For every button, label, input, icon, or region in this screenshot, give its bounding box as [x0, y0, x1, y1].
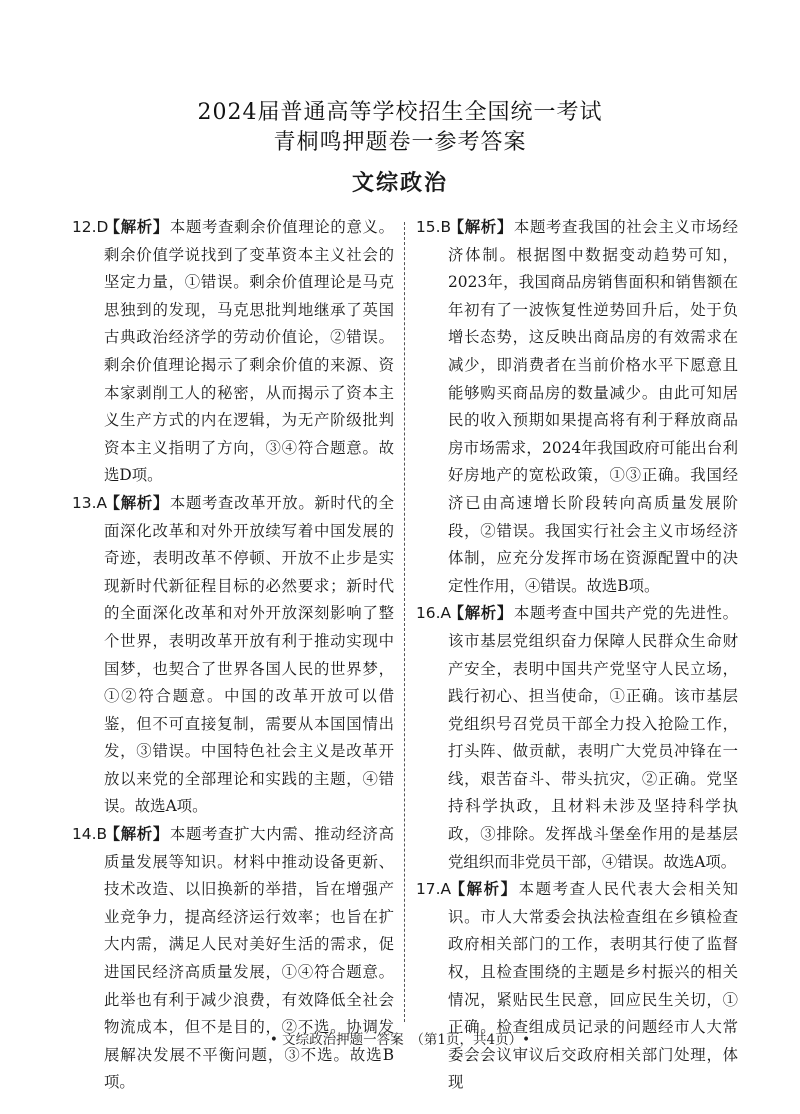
- analysis-text: 本题考查中国共产党的先进性。该市基层党组织奋力保障人民群众生命财产安全，表明中国共产党坚守人民立场，践行初心、担当使命，①正确。该市基层党组织号召党员干部全力投入抢险工作，打头阵、做贡献，表明广大党员冲锋在一线，艰苦奋斗、带头抗灾，②正确。党坚持科学执政，且材料未涉及坚持科学执政，③排除。发挥战斗堡垒作用的是基层党组织而非党员干部，④错误。故选A项。: [448, 604, 738, 871]
- question-number: 13.A: [72, 493, 108, 512]
- page-footer: • 文综政治押题一答案 （第1页，共4页）•: [269, 1032, 531, 1048]
- answer-item: [416, 876, 738, 1097]
- answer-item: [416, 600, 738, 876]
- column-divider: [404, 222, 405, 1022]
- analysis-tag: 【解析】: [104, 218, 169, 236]
- analysis-tag: 【解析】: [104, 493, 169, 512]
- analysis-text: 本题考查剩余价值理论的意义。剩余价值学说找到了变革资本主义社会的坚定力量，①错误。剩余价值理论是马克思独到的发现，马克思批判地继承了英国古典政治经济学的劳动价值论，②错误。剩余价值理论揭示了剩余价值的来源、资本家剥削工人的秘密，从而揭示了资本主义生产方式的内在逻辑，为无产阶级批判资本主义指明了方向，③④符合题意。故选D项。: [104, 218, 394, 485]
- question-number: 12.D: [72, 218, 109, 236]
- question-number: 16.A: [416, 604, 452, 623]
- analysis-tag: 【解析】: [104, 825, 169, 844]
- right-column: [416, 214, 738, 1097]
- question-number: 17.A: [416, 880, 452, 899]
- subject-title: 文综政治: [351, 171, 448, 196]
- answer-item: [72, 821, 394, 1097]
- analysis-text: 本题考查改革开放。新时代的全面深化改革和对外开放续写着中国发展的奇迹，表明改革不停顿、开放不止步是实现新时代新征程目标的必然要求；新时代的全面深化改革和对外开放深刻影响了整个世界，表明改革开放有利于推动实现中国梦，也契合了世界各国人民的世界梦，①②符合题意。中国的改革开放可以借鉴，但不可直接复制，需要从本国国情出发，③错误。中国特色社会主义是改革开放以来党的全部理论和实践的主题，④错误。故选A项。: [104, 493, 394, 816]
- analysis-text: 本题考查人民代表大会相关知识。市人大常委会执法检查组在乡镇检查政府相关部门的工作，表明其行使了监督权，且检查围绕的主题是乡村振兴的相关情况，紧贴民生民意，回应民生关切，①正确。检查组成员记录的问题经市人大常委会会议审议后交政府相关部门处理，体现: [448, 880, 738, 1092]
- exam-title: 2024届普通高等学校招生全国统一考试: [197, 100, 603, 125]
- exam-subtitle: 青桐鸣押题卷一参考答案: [273, 130, 527, 155]
- analysis-text: 本题考查扩大内需、推动经济高质量发展等知识。材料中推动设备更新、技术改造、以旧换新的举措，旨在增强产业竞争力，提高经济运行效率；也旨在扩大内需，满足人民对美好生活的需求，促进国民经济高质量发展，①④符合题意。此举也有利于减少浪费，有效降低全社会物流成本，但不是目的，②不选。协调发展解决发展不平衡问题，③不选。故选B项。: [104, 825, 394, 1092]
- analysis-tag: 【解析】: [448, 880, 518, 899]
- page-header: [0, 98, 800, 198]
- analysis-tag: 【解析】: [448, 604, 513, 623]
- question-number: 15.B: [416, 218, 452, 236]
- left-column: [72, 214, 394, 1097]
- question-number: 14.B: [72, 825, 108, 844]
- answer-item: [72, 490, 394, 821]
- analysis-text: 本题考查我国的社会主义市场经济体制。根据图中数据变动趋势可知，2023年，我国商品房销售面积和销售额在年初有了一波恢复性逆势回升后，处于负增长态势，这反映出商品房的有效需求在减少，即消费者在当前价格水平下愿意且能够购买商品房的数量减少。由此可知居民的收入预期如果提高将有利于释放商品房市场需求，2024年我国政府可能出台利好房地产的宽松政策，①③正确。我国经济已由高速增长阶段转向高质量发展阶段，②错误。我国实行社会主义市场经济体制，应充分发挥市场在资源配置中的决定性作用，④错误。故选B项。: [448, 218, 738, 595]
- answer-item: [416, 214, 738, 600]
- answer-item: [72, 214, 394, 490]
- analysis-tag: 【解析】: [448, 218, 513, 236]
